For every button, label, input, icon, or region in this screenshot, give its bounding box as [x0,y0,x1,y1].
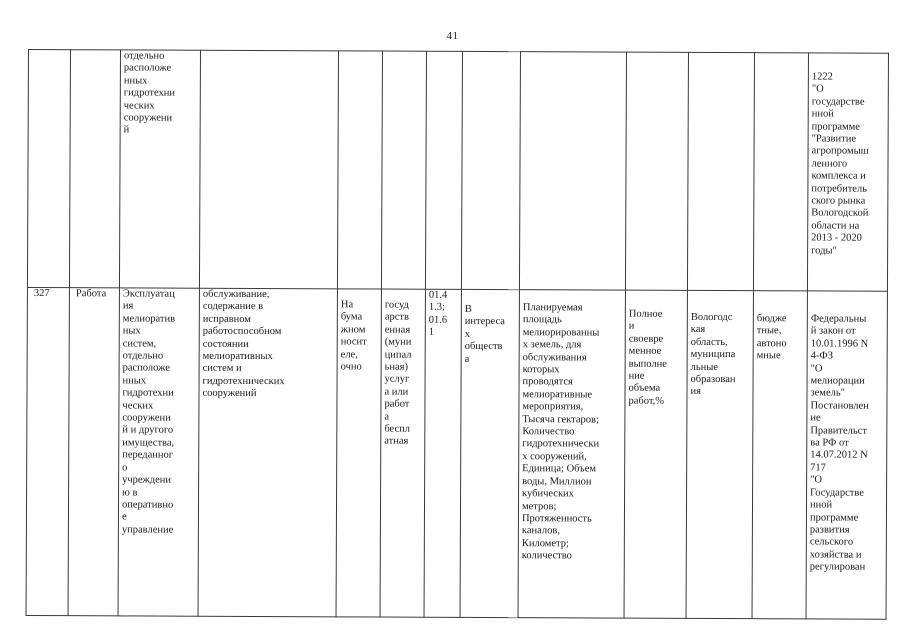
quality-indicators: Полное и своевре менное выполне ние объема работ,% [628,308,667,407]
okved-codes: 01.4 1.3; 01.6 1 [428,289,448,338]
payment-type: госуд арств енная (муни ципал ьная) услуг а или работ а беспл атная [384,299,412,448]
volume-indicators: Планируемая площадь мелиорированны х земель, для обслуживания которых проводятся мелиоративные мероприятия, Тысяча гектаров; Количество гидротехнически х сооружений, Единица; Объем воды, Миллион кубических метров; Протяженность каналов, Километр; количество [521,302,600,562]
cell-content [199,50,338,289]
cell-consumers [460,289,519,617]
cell-text: 1222 "О государстве нной программе "Развитие агропромыш ленного комплекса и потребитель ского рынка Вологодской области на 2013 - 2020 годы" [811,71,869,257]
cell-payment [381,51,426,289]
cell-type [68,288,119,616]
service-content: обслуживание, содержание в исправном работоспособном состоянии мелиоративных систем и гидротехнических сооружений [202,288,285,400]
cell-content [198,288,337,617]
cell-number [26,287,69,615]
row-number: 327 [33,288,50,300]
founder: Вологодс кая область, муниципа льные образован ия [690,311,736,398]
service-form: На бума жном носит еле, очно [340,299,367,373]
cell-type [69,50,120,288]
table-row [26,287,887,619]
cell-quality-indicators [624,290,687,618]
institution-type: бюдже тные, автоно мные [756,313,787,362]
cell-volume-indicators [518,290,625,618]
cell-number [27,50,70,288]
cell-founder [686,290,753,618]
cell-okved [425,51,462,289]
page-number: 41 [446,30,459,42]
cell-form [336,289,381,617]
cell-legal-basis [807,53,888,291]
legal-basis: Федеральны й закон от 10.01.1996 N 4-ФЗ "О мелиорации земель" Постановлен ие Правительст ва РФ от 14.07.2012 N 717 "О Государстве нной программе развития сельского хозяйства и регулирован [809,313,869,573]
cell-form [337,51,382,289]
row-type: Работа [75,288,107,300]
service-name: Эксплуатац ия мелиоратив ных систем, отдельно расположе нных гидротехни ческих сооружени й и другого имущества, переданног о учреждени ю в оперативно е управление [121,288,176,536]
cell-text: отдельно расположе нных гидротехни ческих сооружени й [123,50,176,136]
cell-institution-type [753,53,808,291]
consumers: В интереса х обществ а [464,303,505,365]
cell-consumers [461,51,520,289]
table-row [27,50,888,292]
cell-quality-indicators [625,52,688,290]
cell-payment [380,289,425,617]
cell-service-name [119,50,200,288]
registry-table [26,49,889,620]
cell-legal-basis [806,291,887,619]
cell-service-name [118,288,199,616]
cell-okved [424,289,461,617]
cell-institution-type [752,291,807,619]
cell-volume-indicators [519,52,626,290]
cell-founder [687,52,754,290]
